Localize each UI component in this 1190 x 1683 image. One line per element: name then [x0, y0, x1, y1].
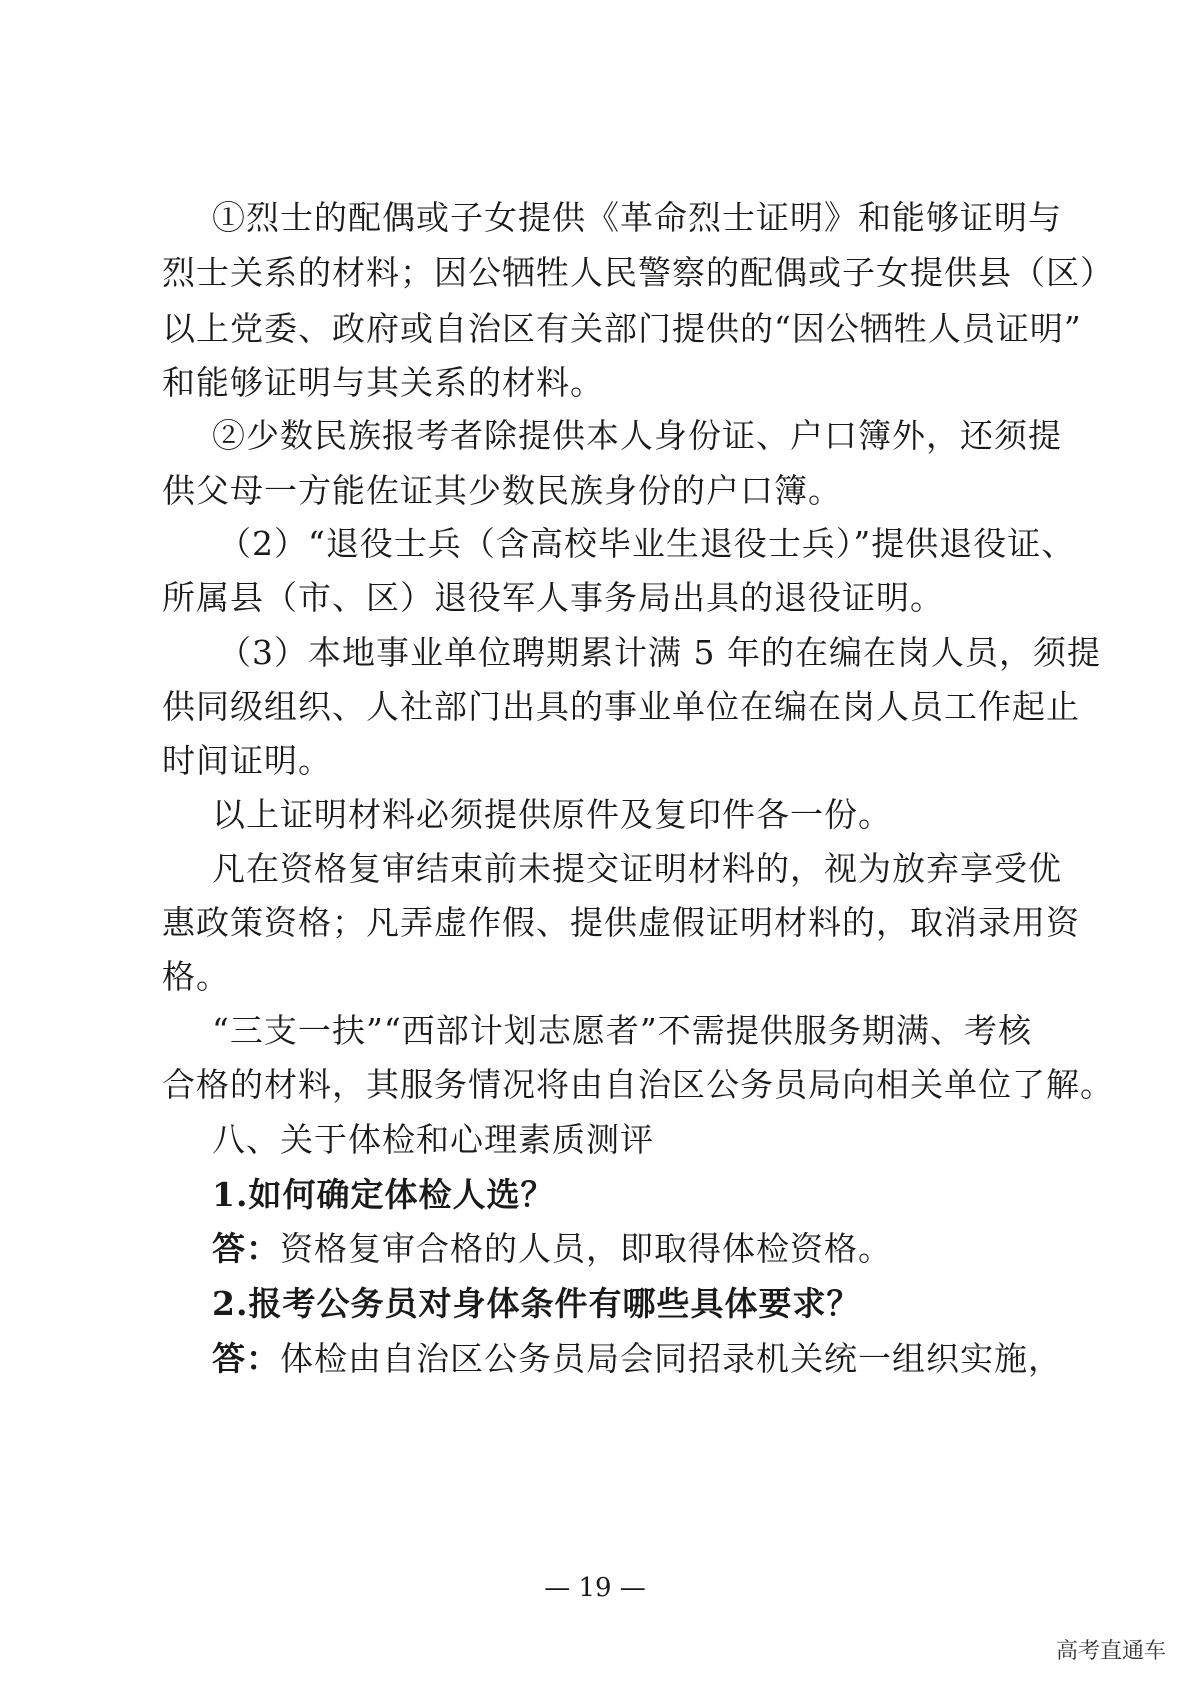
body-line: 烈士关系的材料；因公牺牲人民警察的配偶或子女提供县（区） [162, 253, 1114, 292]
body-line: 以上证明材料必须提供原件及复印件各一份。 [212, 795, 892, 834]
body-line: ①烈士的配偶或子女提供《革命烈士证明》和能够证明与 [212, 198, 1062, 237]
body-line: 格。 [162, 957, 230, 996]
body-line: 供父母一方能佐证其少数民族身份的户口簿。 [162, 471, 842, 510]
body-line: ②少数民族报考者除提供本人身份证、户口簿外，还须提 [212, 416, 1062, 455]
page-number: — 19 — [544, 1573, 646, 1603]
section-heading: 八、关于体检和心理素质测评 [212, 1120, 654, 1159]
body-line: “三支一扶”“西部计划志愿者”不需提供服务期满、考核 [212, 1011, 1032, 1050]
answer-2 [212, 1339, 1062, 1379]
body-line: 凡在资格复审结束前未提交证明材料的，视为放弃享受优 [212, 849, 1062, 888]
answer-text: 体检由自治区公务员局会同招录机关统一组织实施， [280, 1339, 1062, 1378]
answer-label: 答： [212, 1339, 280, 1378]
body-line: 惠政策资格；凡弄虚作假、提供虚假证明材料的，取消录用资 [162, 903, 1080, 942]
body-line: （2）“退役士兵（含高校毕业生退役士兵）”提供退役证、 [218, 524, 1076, 563]
answer-text: 资格复审合格的人员，即取得体检资格。 [280, 1229, 892, 1268]
body-line: 所属县（市、区）退役军人事务局出具的退役证明。 [162, 578, 944, 617]
body-line: 合格的材料，其服务情况将由自治区公务员局向相关单位了解。 [162, 1065, 1114, 1104]
question-2: 2.报考公务员对身体条件有哪些具体要求？ [212, 1284, 861, 1323]
body-line: 和能够证明与其关系的材料。 [162, 363, 604, 402]
body-line: 供同级组织、人社部门出具的事业单位在编在岗人员工作起止 [162, 687, 1080, 726]
answer-1 [212, 1229, 1032, 1269]
question-1: 1.如何确定体检人选？ [212, 1175, 555, 1214]
body-line: 以上党委、政府或自治区有关部门提供的“因公牺牲人员证明” [162, 309, 1082, 348]
body-line: 时间证明。 [162, 741, 332, 780]
answer-label: 答： [212, 1229, 280, 1268]
body-line: （3）本地事业单位聘期累计满 5 年的在编在岗人员，须提 [218, 633, 1101, 672]
watermark: 高考直通车 [1055, 1639, 1166, 1664]
